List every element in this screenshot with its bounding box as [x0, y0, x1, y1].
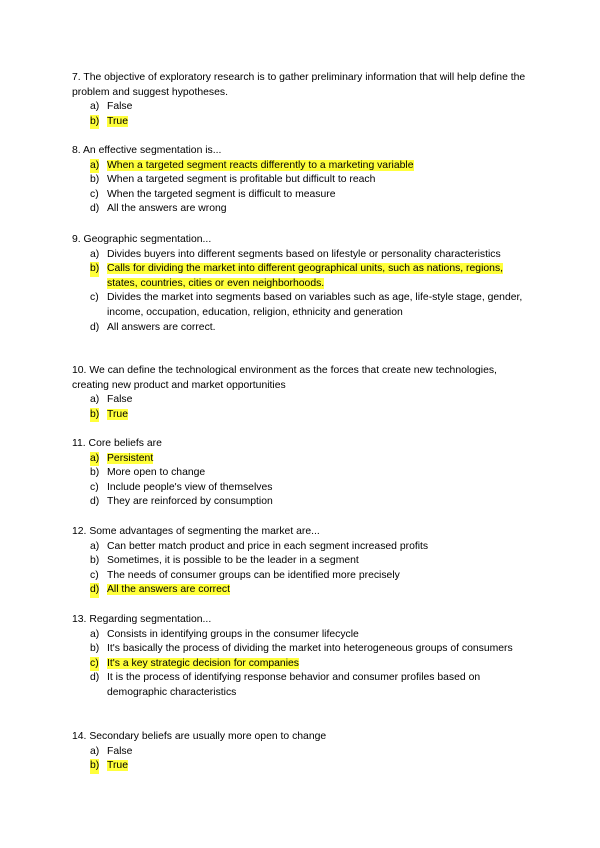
option-a [72, 628, 530, 643]
option-text-highlighted: It's a key strategic decision for companies [107, 657, 299, 669]
question-text: 9. Geographic segmentation... [72, 234, 212, 245]
option-letter: b) [90, 262, 99, 277]
answer-options [72, 628, 530, 701]
option-letter: a) [90, 745, 100, 757]
question-12 [72, 525, 530, 598]
answer-options [72, 452, 530, 510]
question-text: 10. We can define the technological environment as the forces that create new technologies, creating new product and market opportunities [72, 365, 497, 391]
option-text: When the targeted segment is difficult to measure [107, 188, 336, 200]
option-text: It's basically the process of dividing the market into heterogeneous groups of consumers [107, 643, 513, 655]
option-letter: d) [90, 672, 100, 684]
option-text: All answers are correct. [107, 321, 216, 333]
question-text: 14. Secondary beliefs are usually more open to change [72, 731, 327, 742]
question-9 [72, 233, 530, 335]
option-text: False [107, 394, 133, 406]
answer-options [72, 248, 530, 336]
option-letter: b) [90, 759, 99, 774]
option-text: More open to change [107, 467, 206, 479]
option-a [72, 248, 530, 263]
option-b [72, 759, 530, 774]
option-letter: a) [90, 628, 100, 640]
option-c [72, 657, 530, 672]
answer-options [72, 159, 530, 217]
option-letter: a) [90, 540, 100, 552]
option-letter: d) [90, 583, 99, 598]
option-d [72, 583, 530, 598]
option-text: They are reinforced by consumption [107, 496, 273, 508]
option-text-highlighted: Calls for dividing the market into different geographical units, such as nations, regions, states, countries, cities or even neighborhoods. [107, 263, 504, 289]
option-text: False [107, 101, 133, 113]
option-text: The needs of consumer groups can be identified more precisely [107, 569, 400, 581]
answer-options [72, 540, 530, 598]
option-letter: c) [90, 569, 99, 581]
option-letter: c) [90, 292, 99, 304]
option-text-highlighted: Persistent [107, 452, 154, 464]
option-b [72, 173, 530, 188]
option-c [72, 481, 530, 496]
question-8 [72, 144, 530, 217]
option-text: It is the process of identifying response behavior and consumer profiles based on demographic characteristics [107, 672, 481, 698]
question-7 [72, 71, 530, 129]
question-11 [72, 437, 530, 510]
option-letter: c) [90, 481, 99, 493]
option-a [72, 540, 530, 555]
answer-options [72, 100, 530, 129]
question-text: 12. Some advantages of segmenting the market are... [72, 526, 320, 537]
option-a [72, 393, 530, 408]
option-text: False [107, 745, 133, 757]
option-b [72, 466, 530, 481]
option-d [72, 321, 530, 336]
option-b [72, 642, 530, 657]
option-text: Sometimes, it is possible to be the leader in a segment [107, 555, 359, 567]
option-text-highlighted: True [107, 408, 128, 420]
option-b [72, 115, 530, 130]
option-d [72, 671, 530, 700]
option-letter: b) [90, 555, 100, 567]
option-text: Include people's view of themselves [107, 481, 273, 493]
option-letter: a) [90, 101, 100, 113]
option-b [72, 554, 530, 569]
option-letter: c) [90, 657, 99, 672]
option-a [72, 452, 530, 467]
question-14 [72, 730, 530, 774]
option-letter: b) [90, 408, 99, 423]
option-text-highlighted: True [107, 115, 128, 127]
option-b [72, 262, 530, 291]
option-letter: d) [90, 321, 100, 333]
option-c [72, 569, 530, 584]
option-text: Divides the market into segments based on variables such as age, life-style stage, gender, income, occupation, education, religion, ethnicity and generation [107, 292, 523, 318]
option-letter: a) [90, 159, 99, 174]
option-d [72, 202, 530, 217]
option-letter: a) [90, 248, 100, 260]
question-13 [72, 613, 530, 701]
option-c [72, 291, 530, 320]
option-a [72, 745, 530, 760]
option-letter: b) [90, 174, 100, 186]
option-text-highlighted: When a targeted segment reacts differently to a marketing variable [107, 159, 414, 171]
option-text: Consists in identifying groups in the consumer lifecycle [107, 628, 359, 640]
option-c [72, 188, 530, 203]
option-a [72, 100, 530, 115]
option-b [72, 408, 530, 423]
option-text-highlighted: True [107, 760, 128, 772]
option-letter: d) [90, 203, 100, 215]
question-text: 13. Regarding segmentation... [72, 614, 212, 625]
option-letter: a) [90, 452, 99, 467]
option-text-highlighted: All the answers are correct [107, 584, 231, 596]
option-letter: d) [90, 496, 100, 508]
option-a [72, 159, 530, 174]
option-text: Can better match product and price in each segment increased profits [107, 540, 429, 552]
option-text: Divides buyers into different segments based on lifestyle or personality characteristics [107, 248, 501, 260]
option-letter: b) [90, 467, 100, 479]
option-d [72, 495, 530, 510]
option-letter: b) [90, 643, 100, 655]
question-text: 11. Core beliefs are [72, 438, 162, 449]
answer-options [72, 393, 530, 422]
option-letter: b) [90, 115, 99, 130]
question-text: 8. An effective segmentation is... [72, 145, 222, 156]
option-letter: a) [90, 394, 100, 406]
option-text: When a targeted segment is profitable but difficult to reach [107, 174, 376, 186]
question-10 [72, 364, 530, 422]
question-text: 7. The objective of exploratory research is to gather preliminary information that will help define the problem and suggest hypotheses. [72, 72, 526, 98]
answer-options [72, 745, 530, 774]
option-text: All the answers are wrong [107, 203, 227, 215]
option-letter: c) [90, 188, 99, 200]
